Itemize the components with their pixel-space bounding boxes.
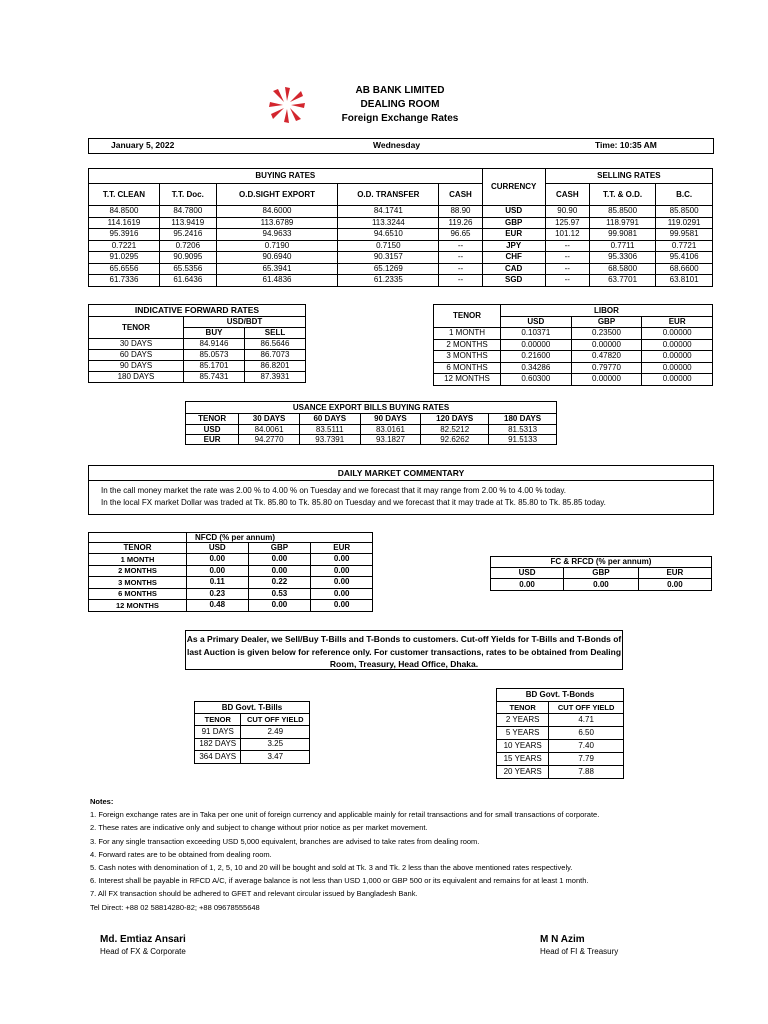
forward-rate: 85.0573 <box>184 350 245 361</box>
fc-rfcd-col-header: USD <box>491 568 564 579</box>
libor-rate: 0.00000 <box>571 374 642 386</box>
selling-rates-title: SELLING RATES <box>545 169 712 184</box>
note-item: 4. Forward rates are to be obtained from dealing room. <box>90 849 272 859</box>
buy-col-header: O.D.SIGHT EXPORT <box>216 184 338 206</box>
tbonds-tenor: 10 YEARS <box>497 740 549 753</box>
currency-code: CAD <box>482 263 545 275</box>
nfcd-tenor: 2 MONTHS <box>89 565 187 577</box>
tbonds-row <box>497 753 624 766</box>
tbills-col-header: CUT OFF YIELD <box>241 714 310 726</box>
fc-rfcd-col-header: EUR <box>638 568 711 579</box>
fx-row <box>89 240 713 252</box>
nfcd-rate: 0.00 <box>311 554 373 566</box>
fc-rfcd-table <box>490 556 712 591</box>
signature-right <box>540 934 618 956</box>
fx-row <box>89 229 713 241</box>
forward-rate: 86.8201 <box>245 361 306 372</box>
libor-rate: 0.00000 <box>642 362 713 374</box>
buy-rate-cell: 113.9419 <box>159 217 216 229</box>
libor-tenor: 6 MONTHS <box>434 362 501 374</box>
nfcd-rate: 0.11 <box>186 577 248 589</box>
tbills-row <box>195 751 310 764</box>
nfcd-rate: 0.00 <box>186 554 248 566</box>
libor-tenor: 3 MONTHS <box>434 351 501 363</box>
report-date: January 5, 2022 <box>111 140 175 150</box>
tbonds-col-header: TENOR <box>497 702 549 714</box>
note-item: 3. For any single transaction exceeding USD 5,000 equivalent, branches are advised to take rates from dealing room. <box>90 836 480 846</box>
market-commentary-box <box>88 465 714 515</box>
nfcd-rate: 0.53 <box>248 588 311 600</box>
sell-col-header: T.T. & O.D. <box>589 184 655 206</box>
fx-row <box>89 217 713 229</box>
signatory-name: M N Azim <box>540 934 585 945</box>
notes-title: Notes: <box>90 797 114 806</box>
fc-rfcd-col-header: GBP <box>564 568 639 579</box>
libor-rate: 0.00000 <box>571 339 642 351</box>
forward-rates-table <box>88 304 306 383</box>
forward-pair-header: USD/BDT <box>184 317 306 328</box>
report-day: Wednesday <box>373 140 421 150</box>
buy-rate-cell: 95.3916 <box>89 229 160 241</box>
buy-rate-cell: 90.6940 <box>216 252 338 264</box>
sell-rate-cell: 85.8500 <box>656 206 713 218</box>
buy-rate-cell: 96.65 <box>439 229 482 241</box>
libor-row <box>434 351 713 363</box>
sell-rate-cell: 95.3306 <box>589 252 655 264</box>
page-subtitle: Foreign Exchange Rates <box>341 113 459 124</box>
signatory-role: Head of FI & Treasury <box>540 947 619 956</box>
libor-tenor-header: TENOR <box>434 305 501 328</box>
nfcd-rate: 0.00 <box>186 565 248 577</box>
commentary-line-1: In the call money market the rate was 2.00 % to 4.00 % on Tuesday and we forecast that it may range from 2.00 % to 4.00 % today. <box>101 486 566 495</box>
sell-rate-cell: 118.9791 <box>589 217 655 229</box>
usance-rate: 93.1827 <box>360 435 421 445</box>
buy-rate-cell: 65.6556 <box>89 263 160 275</box>
fx-rates-table <box>88 168 713 287</box>
libor-rate: 0.79770 <box>571 362 642 374</box>
nfcd-title: NFCD (% per annum) <box>186 533 372 543</box>
primary-dealer-note <box>185 630 623 670</box>
currency-code: CHF <box>482 252 545 264</box>
note-item: Tel Direct: +88 02 58814280-82; +88 09678555648 <box>90 902 260 912</box>
buy-rate-cell: 88.90 <box>439 206 482 218</box>
libor-rate: 0.00000 <box>501 339 572 351</box>
buy-rate-cell: 65.5356 <box>159 263 216 275</box>
sell-rate-cell: -- <box>545 240 589 252</box>
fx-row <box>89 252 713 264</box>
tbonds-yield: 7.79 <box>549 753 624 766</box>
libor-rate: 0.34286 <box>501 362 572 374</box>
fx-row <box>89 275 713 287</box>
note-item: 1. Foreign exchange rates are in Taka per one unit of foreign currency and applicable mainly for retail transactions and for small transactions of corporate. <box>90 810 600 820</box>
buy-rate-cell: 61.7336 <box>89 275 160 287</box>
note-item: 2. These rates are indicative only and subject to change without prior notice as per market movement. <box>90 823 428 833</box>
sell-rate-cell: 85.8500 <box>589 206 655 218</box>
tbonds-tenor: 2 YEARS <box>497 714 549 727</box>
sell-rate-cell: 99.9581 <box>656 229 713 241</box>
nfcd-row <box>89 577 373 589</box>
bank-name: AB BANK LIMITED <box>355 85 445 96</box>
tbills-tenor: 182 DAYS <box>195 738 241 751</box>
signatory-role: Head of FX & Corporate <box>100 947 186 956</box>
note-item: 6. Interest shall be payable in RFCD A/C, if average balance is not less than USD 1,000 or GBP 500 or its equivalent and remains for at least 1 month. <box>90 876 589 886</box>
forward-tenor: 90 DAYS <box>89 361 184 372</box>
fc-rfcd-rate: 0.00 <box>638 579 711 591</box>
sell-rate-cell: 0.7721 <box>656 240 713 252</box>
usance-col-header: 90 DAYS <box>360 414 421 425</box>
fc-rfcd-rate: 0.00 <box>564 579 639 591</box>
buy-rate-cell: 0.7206 <box>159 240 216 252</box>
forward-rate: 86.5646 <box>245 339 306 350</box>
tbonds-yield: 7.40 <box>549 740 624 753</box>
forward-tenor: 180 DAYS <box>89 372 184 383</box>
sell-rate-cell: 119.0291 <box>656 217 713 229</box>
tbonds-tenor: 20 YEARS <box>497 766 549 779</box>
usance-rate: 94.2770 <box>239 435 300 445</box>
buy-col-header: O.D. TRANSFER <box>338 184 439 206</box>
currency-code: EUR <box>482 229 545 241</box>
tbills-title: BD Govt. T-Bills <box>195 702 310 714</box>
buying-rates-title: BUYING RATES <box>89 169 483 184</box>
report-time: Time: 10:35 AM <box>595 140 657 150</box>
usance-title: USANCE EXPORT BILLS BUYING RATES <box>186 402 557 414</box>
nfcd-rate: 0.00 <box>311 588 373 600</box>
libor-rate: 0.00000 <box>642 374 713 386</box>
forward-rate: 86.7073 <box>245 350 306 361</box>
nfcd-table <box>88 532 373 612</box>
currency-code: JPY <box>482 240 545 252</box>
sell-rate-cell: 101.12 <box>545 229 589 241</box>
tbills-tenor: 364 DAYS <box>195 751 241 764</box>
currency-header: CURRENCY <box>482 169 545 206</box>
libor-tenor: 12 MONTHS <box>434 374 501 386</box>
tbonds-title: BD Govt. T-Bonds <box>497 689 624 702</box>
fc-rfcd-rate: 0.00 <box>491 579 564 591</box>
sell-rate-cell: -- <box>545 252 589 264</box>
nfcd-col-header: TENOR <box>89 543 187 554</box>
sell-col-header: B.C. <box>656 184 713 206</box>
buy-rate-cell: 119.26 <box>439 217 482 229</box>
buy-rate-cell: -- <box>439 252 482 264</box>
usance-row <box>186 425 557 435</box>
primary-dealer-text: As a Primary Dealer, we Sell/Buy T-Bills and T-Bonds to customers. Cut-off Yields for T-Bills and T-Bonds of last Auction is given below for reference only. For customer transactions, rates to be obtained from Dealing Room, Treasury, Head Office, Dhaka. <box>186 634 622 669</box>
fx-row <box>89 263 713 275</box>
forward-row <box>89 372 306 383</box>
libor-table <box>433 304 713 386</box>
libor-tenor: 1 MONTH <box>434 328 501 340</box>
buy-rate-cell: 84.7800 <box>159 206 216 218</box>
libor-rate: 0.00000 <box>642 351 713 363</box>
usance-rate: 91.5133 <box>489 435 557 445</box>
tbills-yield: 3.25 <box>241 738 310 751</box>
nfcd-rate: 0.00 <box>248 554 311 566</box>
currency-code: GBP <box>482 217 545 229</box>
nfcd-tenor: 12 MONTHS <box>89 600 187 612</box>
nfcd-rate: 0.00 <box>311 577 373 589</box>
libor-row <box>434 328 713 340</box>
sell-rate-cell: 63.7701 <box>589 275 655 287</box>
forward-tenor: 60 DAYS <box>89 350 184 361</box>
sell-rate-cell: 0.7711 <box>589 240 655 252</box>
tbonds-tenor: 5 YEARS <box>497 727 549 740</box>
notes-section <box>90 795 710 914</box>
sell-rate-cell: 63.8101 <box>656 275 713 287</box>
buy-rate-cell: -- <box>439 240 482 252</box>
buy-rate-cell: 84.1741 <box>338 206 439 218</box>
forward-buy-header: BUY <box>184 328 245 339</box>
libor-rate: 0.23500 <box>571 328 642 340</box>
currency-code: USD <box>482 206 545 218</box>
sell-rate-cell: 68.6600 <box>656 263 713 275</box>
sell-rate-cell: 90.90 <box>545 206 589 218</box>
tbills-table <box>194 701 310 764</box>
buy-rate-cell: 113.3244 <box>338 217 439 229</box>
tbonds-row <box>497 740 624 753</box>
buy-col-header: T.T. Doc. <box>159 184 216 206</box>
nfcd-rate: 0.00 <box>311 600 373 612</box>
sell-rate-cell: 95.4106 <box>656 252 713 264</box>
buy-rate-cell: -- <box>439 275 482 287</box>
forward-rate: 84.9146 <box>184 339 245 350</box>
tbonds-row <box>497 714 624 727</box>
sell-rate-cell: 68.5800 <box>589 263 655 275</box>
usance-rate: 84.0061 <box>239 425 300 435</box>
usance-col-header: 60 DAYS <box>299 414 360 425</box>
buy-rate-cell: 90.3157 <box>338 252 439 264</box>
buy-col-header: CASH <box>439 184 482 206</box>
buy-rate-cell: 61.4836 <box>216 275 338 287</box>
tbills-tenor: 91 DAYS <box>195 726 241 739</box>
usance-currency: USD <box>186 425 239 435</box>
libor-col-header: USD <box>501 317 572 328</box>
buy-rate-cell: 65.3941 <box>216 263 338 275</box>
usance-rate: 83.5111 <box>299 425 360 435</box>
nfcd-rate: 0.48 <box>186 600 248 612</box>
usance-bills-table <box>185 401 557 445</box>
nfcd-tenor: 1 MONTH <box>89 554 187 566</box>
nfcd-tenor: 3 MONTHS <box>89 577 187 589</box>
signature-left <box>100 934 186 956</box>
tbonds-yield: 7.88 <box>549 766 624 779</box>
nfcd-row <box>89 565 373 577</box>
tbills-row <box>195 738 310 751</box>
libor-rate: 0.00000 <box>642 328 713 340</box>
nfcd-rate: 0.00 <box>248 565 311 577</box>
usance-col-header: 180 DAYS <box>489 414 557 425</box>
buy-rate-cell: 61.6436 <box>159 275 216 287</box>
buy-rate-cell: 95.2416 <box>159 229 216 241</box>
nfcd-rate: 0.22 <box>248 577 311 589</box>
forward-rate: 85.7431 <box>184 372 245 383</box>
libor-rate: 0.60300 <box>501 374 572 386</box>
usance-col-header: 30 DAYS <box>239 414 300 425</box>
fc-rfcd-title: FC & RFCD (% per annum) <box>491 557 712 568</box>
buy-rate-cell: 90.9095 <box>159 252 216 264</box>
usance-rate: 92.6262 <box>421 435 489 445</box>
tbills-yield: 3.47 <box>241 751 310 764</box>
dealing-room-title: DEALING ROOM <box>360 99 440 110</box>
buy-rate-cell: -- <box>439 263 482 275</box>
usance-rate: 93.7391 <box>299 435 360 445</box>
fx-row <box>89 206 713 218</box>
forward-row <box>89 339 306 350</box>
commentary-line-2: In the local FX market Dollar was traded at Tk. 85.80 to Tk. 85.80 on Tuesday and we forecast that it may trade at Tk. 85.80 to Tk. 85.85 today. <box>101 497 606 507</box>
tbonds-yield: 6.50 <box>549 727 624 740</box>
buy-col-header: T.T. CLEAN <box>89 184 160 206</box>
commentary-title: DAILY MARKET COMMENTARY <box>89 466 713 481</box>
nfcd-row <box>89 600 373 612</box>
buy-rate-cell: 94.9633 <box>216 229 338 241</box>
tbills-col-header: TENOR <box>195 714 241 726</box>
buy-rate-cell: 84.8500 <box>89 206 160 218</box>
libor-row <box>434 339 713 351</box>
forward-tenor-header: TENOR <box>89 317 184 339</box>
sell-col-header: CASH <box>545 184 589 206</box>
libor-rate: 0.00000 <box>642 339 713 351</box>
usance-rate: 81.5313 <box>489 425 557 435</box>
forward-sell-header: SELL <box>245 328 306 339</box>
libor-rate: 0.21600 <box>501 351 572 363</box>
libor-rate: 0.10371 <box>501 328 572 340</box>
usance-rate: 82.5212 <box>421 425 489 435</box>
tbills-row <box>195 726 310 739</box>
buy-rate-cell: 61.2335 <box>338 275 439 287</box>
forward-row <box>89 350 306 361</box>
nfcd-tenor: 6 MONTHS <box>89 588 187 600</box>
buy-rate-cell: 0.7221 <box>89 240 160 252</box>
dateline-bar <box>88 138 714 154</box>
sell-rate-cell: -- <box>545 263 589 275</box>
forward-rate: 85.1701 <box>184 361 245 372</box>
nfcd-col-header: USD <box>186 543 248 554</box>
buy-rate-cell: 65.1269 <box>338 263 439 275</box>
tbonds-row <box>497 727 624 740</box>
tbonds-row <box>497 766 624 779</box>
usance-col-header: TENOR <box>186 414 239 425</box>
nfcd-rate: 0.23 <box>186 588 248 600</box>
buy-rate-cell: 0.7190 <box>216 240 338 252</box>
libor-rate: 0.47820 <box>571 351 642 363</box>
libor-tenor: 2 MONTHS <box>434 339 501 351</box>
libor-title: LIBOR <box>501 305 713 317</box>
forward-row <box>89 361 306 372</box>
signatory-name: Md. Emtiaz Ansari <box>100 934 186 945</box>
sell-rate-cell: 99.9081 <box>589 229 655 241</box>
libor-row <box>434 374 713 386</box>
buy-rate-cell: 0.7150 <box>338 240 439 252</box>
libor-col-header: GBP <box>571 317 642 328</box>
libor-col-header: EUR <box>642 317 713 328</box>
note-item: 7. All FX transaction should be adhered to GFET and relevant circular issued by Bangladesh Bank. <box>90 889 418 899</box>
buy-rate-cell: 84.6000 <box>216 206 338 218</box>
buy-rate-cell: 91.0295 <box>89 252 160 264</box>
usance-currency: EUR <box>186 435 239 445</box>
nfcd-col-header: GBP <box>248 543 311 554</box>
nfcd-rate: 0.00 <box>311 565 373 577</box>
tbills-yield: 2.49 <box>241 726 310 739</box>
usance-col-header: 120 DAYS <box>421 414 489 425</box>
usance-row <box>186 435 557 445</box>
tbonds-tenor: 15 YEARS <box>497 753 549 766</box>
usance-rate: 83.0161 <box>360 425 421 435</box>
currency-code: SGD <box>482 275 545 287</box>
sell-rate-cell: 125.97 <box>545 217 589 229</box>
ab-bank-logo <box>268 86 306 124</box>
tbonds-col-header: CUT OFF YIELD <box>549 702 624 714</box>
forward-tenor: 30 DAYS <box>89 339 184 350</box>
forward-title: INDICATIVE FORWARD RATES <box>89 305 306 317</box>
forward-rate: 87.3931 <box>245 372 306 383</box>
buy-rate-cell: 94.6510 <box>338 229 439 241</box>
nfcd-rate: 0.00 <box>248 600 311 612</box>
nfcd-col-header: EUR <box>311 543 373 554</box>
buy-rate-cell: 114.1619 <box>89 217 160 229</box>
nfcd-row <box>89 588 373 600</box>
tbonds-table <box>496 688 624 779</box>
note-item: 5. Cash notes with denomination of 1, 2, 5, 10 and 20 will be bought and sold at Tk. 3 and Tk. 2 less than the above mentioned rates respectively. <box>90 863 573 873</box>
nfcd-row <box>89 554 373 566</box>
tbonds-yield: 4.71 <box>549 714 624 727</box>
sell-rate-cell: -- <box>545 275 589 287</box>
libor-row <box>434 362 713 374</box>
buy-rate-cell: 113.6789 <box>216 217 338 229</box>
